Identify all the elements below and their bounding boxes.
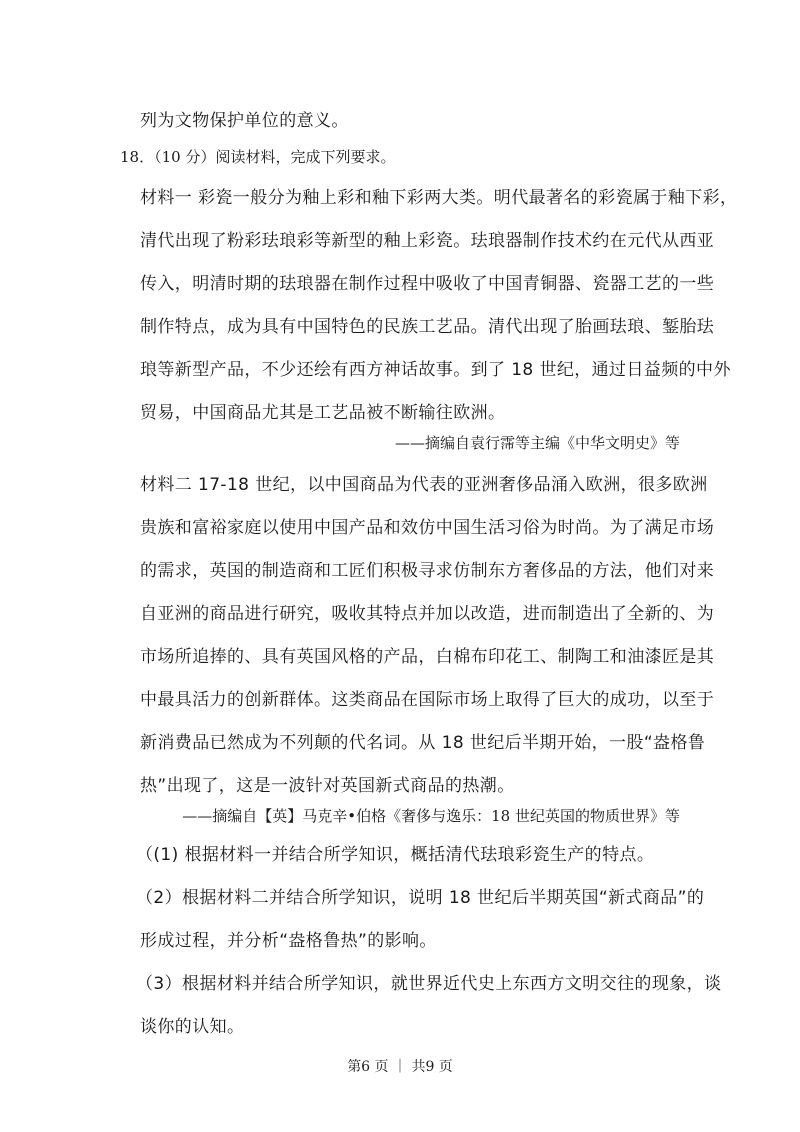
material-two-line: 市场所追捧的、具有英国风格的产品，白棉布印花工、制陶工和油漆匠是其	[140, 647, 715, 667]
material-one-line: 传入，明清时期的珐琅器在制作过程中吸收了中国青铜器、瓷器工艺的一些	[140, 274, 715, 294]
sub-question-3-line: （3）根据材料并结合所学知识，就世界近代史上东西方文明交往的现象，谈	[136, 974, 722, 994]
material-two-line: 贵族和富裕家庭以使用中国产品和效仿中国生活习俗为时尚。为了满足市场	[140, 518, 715, 538]
material-one-line: 制作特点，成为具有中国特色的民族工艺品。清代出现了胎画珐琅、錾胎珐	[140, 317, 715, 337]
material-one-line: 琅等新型产品，不少还绘有西方神话故事。到了 18 世纪，通过日益频的中外	[140, 360, 731, 380]
page-footer: 第6 页 ｜ 共9 页	[347, 1059, 453, 1075]
material-two-source: ——摘编自【英】马克辛•伯格《奢侈与逸乐：18 世纪英国的物质世界》等	[182, 807, 680, 825]
material-one-source: ——摘编自袁行霈等主编《中华文明史》等	[394, 434, 680, 452]
material-one-line: 贸易，中国商品尤其是工艺品被不断输往欧洲。	[140, 403, 506, 423]
material-two-line: 热”出现了，这是一波针对英国新式商品的热潮。	[140, 776, 515, 796]
sub-question-3-line: 谈你的认知。	[140, 1017, 245, 1037]
material-two-line: 新消费品已然成为不列颠的代名词。从 18 世纪后半期开始，一股“盎格鲁	[140, 733, 706, 753]
previous-question-tail: 列为文物保护单位的意义。	[140, 111, 349, 131]
sub-question-2-line: 形成过程，并分析“盎格鲁热”的影响。	[140, 931, 437, 951]
material-two-line: 的需求，英国的制造商和工匠们积极寻求仿制东方奢侈品的方法，他们对来	[140, 561, 715, 581]
sub-question-1: （(1) 根据材料一并结合所学知识，概括清代珐琅彩瓷生产的特点。	[136, 845, 655, 865]
material-one-line: 材料一 彩瓷一般分为釉上彩和釉下彩两大类。明代最著名的彩瓷属于釉下彩，	[140, 188, 738, 208]
question-18-header: 18．（10 分）阅读材料，完成下列要求。	[120, 148, 396, 166]
sub-question-2-line: （2）根据材料二并结合所学知识，说明 18 世纪后半期英国“新式商品”的	[136, 888, 705, 908]
material-two-line: 材料二 17-18 世纪，以中国商品为代表的亚洲奢侈品涌入欧洲，很多欧洲	[140, 475, 708, 495]
material-two-line: 中最具活力的创新群体。这类商品在国际市场上取得了巨大的成功，以至于	[140, 690, 715, 710]
material-one-line: 清代出现了粉彩珐琅彩等新型的釉上彩瓷。珐琅器制作技术约在元代从西亚	[140, 231, 715, 251]
material-two-line: 自亚洲的商品进行研究，吸收其特点并加以改造，进而制造出了全新的、为	[140, 604, 715, 624]
